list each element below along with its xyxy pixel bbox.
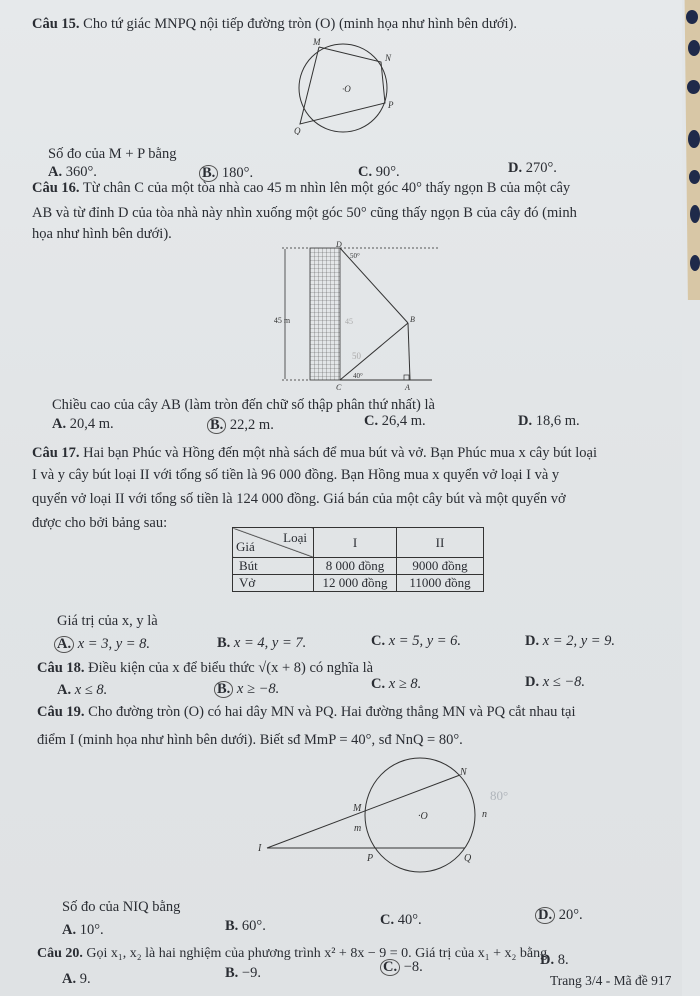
q17-prompt: Giá trị của x, y là <box>57 613 158 629</box>
svg-text:M: M <box>353 803 362 814</box>
svg-text:40°: 40° <box>353 372 363 380</box>
q16-figure <box>270 240 470 390</box>
q16-prompt: Chiều cao của cây AB (làm tròn đến chữ số thập phân thứ nhất) là <box>52 397 435 413</box>
q18-option-d[interactable]: D. x ≤ −8. <box>525 674 586 690</box>
q16-option-a[interactable]: A. 20,4 m. <box>52 416 114 432</box>
svg-text:45: 45 <box>345 317 353 326</box>
svg-text:P: P <box>388 100 394 110</box>
q17-option-a[interactable]: A. x = 3, y = 8. <box>57 636 150 653</box>
q15-figure <box>285 35 405 135</box>
q18-option-b[interactable]: B. x ≥ −8. <box>217 681 279 698</box>
q19-option-b[interactable]: B. 60°. <box>225 918 266 934</box>
corner-cell: Loại Giá <box>233 528 314 558</box>
q16-option-c[interactable]: C. 26,4 m. <box>364 413 426 429</box>
q20-option-d[interactable]: D. 8. <box>540 952 569 968</box>
q17-stem-line1: Câu 17. Hai bạn Phúc và Hồng đến một nhà sách để mua bút và vở. Bạn Phúc mua x cây bút loại <box>32 445 598 461</box>
q15-option-d[interactable]: D. 270°. <box>508 160 557 176</box>
svg-text:Q: Q <box>464 853 472 864</box>
q16-stem-line2: AB và từ đỉnh D của tòa nhà này nhìn xuống một góc 50° cũng thấy ngọn B của cây đó (minh <box>32 205 577 221</box>
svg-text:D: D <box>336 240 342 249</box>
svg-text:45 m: 45 m <box>273 316 291 325</box>
svg-text:N: N <box>385 53 392 63</box>
svg-text:n: n <box>482 809 487 820</box>
svg-text:A: A <box>405 383 410 390</box>
q17-stem-line4: được cho bởi bảng sau: <box>32 515 168 531</box>
q19-stem-line1: Câu 19. Cho đường tròn (O) có hai dây MN và PQ. Hai đường thẳng MN và PQ cắt nhau tại <box>37 704 576 720</box>
q20-option-c[interactable]: C. −8. <box>383 959 423 976</box>
q15-stem: Câu 15. Cho tứ giác MNPQ nội tiếp đường tròn (O) (minh họa như hình bên dưới). <box>32 16 517 32</box>
q17-stem-line3: quyển vở loại II với tổng số tiền là 124 000 đồng. Giá bán của một cây bút và một quyển vở <box>32 491 566 507</box>
svg-text:I: I <box>258 843 262 854</box>
page-footer: Trang 3/4 - Mã đề 917 <box>550 973 672 988</box>
q17-option-c[interactable]: C. x = 5, y = 6. <box>371 633 462 649</box>
q17-stem-line2: I và y cây bút loại II với tổng số tiền là 96 000 đồng. Bạn Hồng mua x quyển vở loại I và y <box>32 467 560 483</box>
q20-option-a[interactable]: A. 9. <box>62 971 91 987</box>
q19-option-d[interactable]: D. 20°. <box>538 907 583 924</box>
svg-text:50°: 50° <box>350 252 360 260</box>
q19-prompt: Số đo của NIQ bằng <box>62 899 181 915</box>
q18-option-a[interactable]: A. x ≤ 8. <box>57 682 108 698</box>
svg-text:M: M <box>313 37 321 47</box>
q18-stem: Câu 18. Điều kiện của x để biểu thức √(x + 8) có nghĩa là <box>37 660 374 676</box>
q17-option-d[interactable]: D. x = 2, y = 9. <box>525 633 616 649</box>
q16-stem-line1: Câu 16. Từ chân C của một tòa nhà cao 45 m nhìn lên một góc 40° thấy ngọn B của một cây <box>32 180 571 196</box>
q16-stem-line3: họa như hình bên dưới). <box>32 226 172 242</box>
q16-option-b[interactable]: B. 22,2 m. <box>210 417 274 434</box>
table-row: Vở 12 000 đồng 11000 đồng <box>233 575 484 592</box>
svg-text:·O: ·O <box>342 84 351 94</box>
svg-text:50: 50 <box>352 351 361 361</box>
q20-option-b[interactable]: B. −9. <box>225 965 261 981</box>
svg-text:Q: Q <box>294 126 301 135</box>
q15-option-b[interactable]: B. 180°. <box>202 165 253 182</box>
price-table: Loại Giá I II Bút 8 000 đồng 9000 đồng Vở 12 000 đồng 11000 đồng <box>232 527 484 592</box>
svg-text:C: C <box>336 383 342 390</box>
q16-option-d[interactable]: D. 18,6 m. <box>518 413 580 429</box>
svg-text:80°: 80° <box>490 788 509 803</box>
svg-text:P: P <box>367 853 374 864</box>
q17-option-b[interactable]: B. x = 4, y = 7. <box>217 635 307 651</box>
table-row: Bút 8 000 đồng 9000 đồng <box>233 558 484 575</box>
svg-text:N: N <box>460 767 467 778</box>
q19-option-a[interactable]: A. 10°. <box>62 922 104 938</box>
q19-figure <box>250 755 530 880</box>
q18-option-c[interactable]: C. x ≥ 8. <box>371 676 422 692</box>
q15-option-c[interactable]: C. 90°. <box>358 164 400 180</box>
q15-prompt: Số đo của M + P bằng <box>48 146 177 162</box>
q20-stem: Câu 20. Gọi x₁, x₂ là hai nghiệm của phương trình x² + 8x − 9 = 0. Giá trị của x₁ + x₂ bằng <box>37 946 548 961</box>
q19-option-c[interactable]: C. 40°. <box>380 912 422 928</box>
svg-text:B: B <box>410 315 415 324</box>
q19-stem-line2: điểm I (minh họa như hình bên dưới). Biết sđ MmP = 40°, sđ NnQ = 80°. <box>37 732 463 748</box>
svg-text:m: m <box>354 823 362 834</box>
svg-text:·O: ·O <box>418 811 428 822</box>
q15-option-a[interactable]: A. 360°. <box>48 164 97 180</box>
